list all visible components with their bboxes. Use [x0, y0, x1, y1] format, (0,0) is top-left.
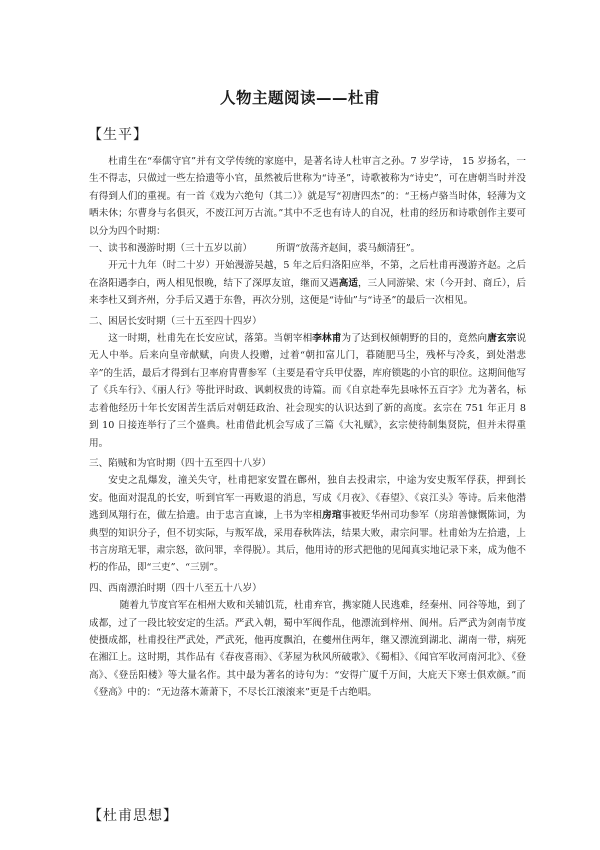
period2-text-b: 为了达到权倾朝野的目的，竟然向 [341, 333, 488, 345]
period2-text-a: 这一时期，杜甫先在长安应试，落第。当朝宰相 [108, 333, 313, 345]
period3-text-b: 事被贬华州司功参军（房琯善慷慨陈词，为典型的知识分子，但不切实际，与叛军战，采用春秋阵法，结果大败，肃宗问罪。杜甫始为左拾遗，上书言房琯无罪，肃宗怒，欲问罪，幸得脱）。其后，他用诗的形式把他的见闻真实地记录下来，成为他不朽的作品，即“三吏”、“三别”。 [89, 510, 527, 574]
period1-text-a: 开元十九年（时二十岁）开始漫游吴越，5 年之后归洛阳应举，不第，之后杜甫再漫游齐赵。之后在洛阳遇李白，两人相见恨晚，结下了深厚友谊，继而又遇 [89, 260, 526, 289]
period3-text-a: 安史之乱爆发，潼关失守，杜甫把家安置在鄜州，独自去投肃宗，中途为安史叛军俘获，押到长安。他面对混乱的长安，听到官军一再败退的消息，写成《月夜》、《春望》、《哀江头》等诗。后来他潜逃到凤翔行在，做左拾遗。由于忠言直谏，上书为宰相 [89, 475, 526, 522]
biography-body [89, 153, 526, 702]
period1-heading-line [89, 240, 526, 257]
period4-heading: 四、西南漂泊时期（四十八至五十八岁） [89, 582, 262, 594]
intro-paragraph: 杜甫生在“奉儒守官”并有文学传统的家庭中，是著名诗人杜审言之孙。7 岁学诗， 15 岁扬名，一生不得志，只做过一些左拾遗等小官，虽然被后世称为“诗圣”，诗歌被称为“诗史”，可在唐朝当时并没有得到人们的重视。有一首《戏为六绝句（其二）》就是写“初唐四杰”的：“王杨卢骆当时体，轻薄为文哂未休；尔曹身与名俱灭，不废江河万古流。”其中不乏也有诗人的自况，杜甫的经历和诗歌创作主要可以分为四个时期： [89, 156, 526, 237]
period2-highlight-1: 李林甫 [312, 333, 342, 345]
period1-text-b: ，三人同游梁、宋（今开封、商丘），后来李杜又到齐州，分手后又遇于东鲁，再次分别，这便是“诗仙”与“诗圣”的最后一次相见。 [89, 277, 527, 307]
period3-paragraph [89, 472, 526, 576]
period2-paragraph [89, 330, 526, 452]
period2-text-c: 说无人中举。后来向皇帝献赋，向贵人投赠，过着“朝扣富儿门，暮随肥马尘，残杯与冷炙，到处潜悲辛”的生活，最后才得到右卫率府胄曹参军（主要是看守兵甲仗器，库府锁匙的小官的职位。这期间他写了《兵车行》、《丽人行》等批评时政、讽刺权贵的诗篇。而《自京赴奉先县咏怀五百字》尤为著名，标志着他经历十年长安困苦生活后对朝廷政治、社会现实的认识达到了新的高度。玄宗在 751 年正月 8 到 10 日接连举行了三个盛典。杜甫借此机会写成了三篇《大礼赋》，玄宗使待制集贤院，但并未得重用。 [89, 333, 527, 449]
period1-highlight: 高适 [338, 277, 358, 289]
period3-highlight: 房琯 [322, 510, 342, 522]
period3-heading: 三、陷贼和为官时期（四十五至四十八岁） [89, 457, 272, 469]
section-heading-biography: 【生平】 [88, 127, 148, 143]
period2-heading: 二、困居长安时期（三十五至四十四岁） [89, 315, 262, 327]
page-title: 人物主题阅读——杜甫 [219, 89, 380, 107]
period1-quote: 所谓“放荡齐赵间，裘马颇清狂”。 [276, 243, 421, 255]
period4-paragraph: 随着九节度官军在相州大败和关辅饥荒，杜甫弃官，携家随人民逃难，经秦州、同谷等地，到了成都，过了一段比较安定的生活。严武入朝，蜀中军阀作乱，他漂流到梓州、阆州。后严武为剑南节度使摄成都，杜甫投往严武处，严武死，他再度飘泊，在夔州住两年，继又漂流到湖北、湖南一带，病死在湘江上。这时期，其作品有《春夜喜雨》、《茅屋为秋风所破歌》、《蜀相》、《闻官军收河南河北》、《登高》、《登岳阳楼》等大量名作。其中最为著名的诗句为：“安得广厦千万间，大庇天下寒士俱欢颜。”而《登高》中的：“无边落木萧萧下，不尽长江滚滚来”更是千古绝唱。 [89, 600, 526, 699]
period1-paragraph [89, 257, 526, 309]
section-heading-thought: 【杜甫思想】 [88, 808, 178, 824]
period2-highlight-2: 唐玄宗 [487, 333, 517, 345]
period1-heading: 一、读书和漫游时期（三十五岁以前） [89, 243, 253, 255]
